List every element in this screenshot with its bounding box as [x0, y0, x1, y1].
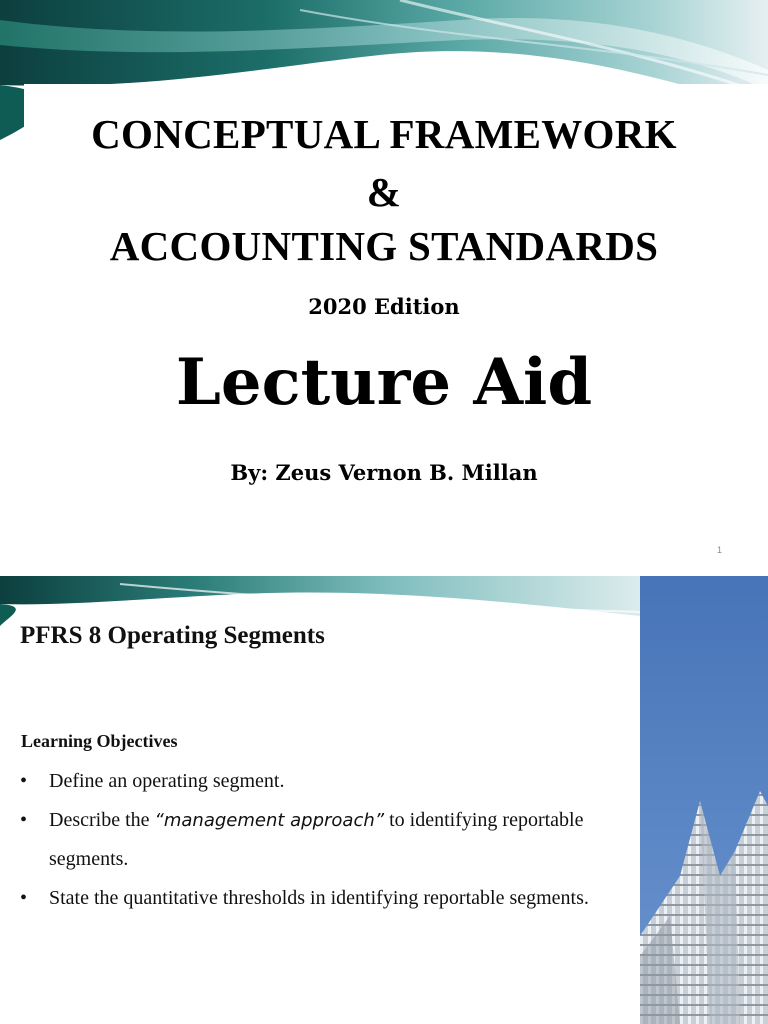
- list-item: [20, 801, 620, 879]
- objective-text: Define an operating segment.: [49, 770, 285, 792]
- objective-emphasis: “management approach”: [154, 810, 385, 831]
- bullet-icon: •: [20, 887, 28, 909]
- bullet-icon: •: [20, 770, 28, 792]
- learning-objectives-heading: Learning Objectives: [21, 731, 178, 751]
- objective-text-prefix: Describe the: [49, 809, 155, 831]
- building-photo: [640, 576, 768, 1024]
- list-item: [20, 762, 620, 801]
- list-item: [20, 879, 620, 918]
- edition-label: 2020 Edition: [308, 294, 460, 319]
- main-title-ampersand: &: [366, 169, 402, 215]
- slide-2: [0, 576, 768, 1024]
- objective-text-suffix: to identifying reportable segments.: [49, 809, 584, 870]
- page-number: 1: [716, 545, 722, 555]
- objectives-list: [20, 762, 620, 918]
- main-title-line-2: ACCOUNTING STANDARDS: [109, 223, 659, 269]
- lecture-aid-heading: Lecture Aid: [175, 345, 593, 420]
- main-title-line-1: CONCEPTUAL FRAMEWORK: [91, 111, 677, 157]
- bullet-icon: •: [20, 809, 28, 831]
- author-line: By: Zeus Vernon B. Millan: [230, 460, 538, 485]
- slide-title: PFRS 8 Operating Segments: [20, 622, 325, 649]
- objective-text: State the quantitative thresholds in identifying reportable segments.: [49, 887, 589, 909]
